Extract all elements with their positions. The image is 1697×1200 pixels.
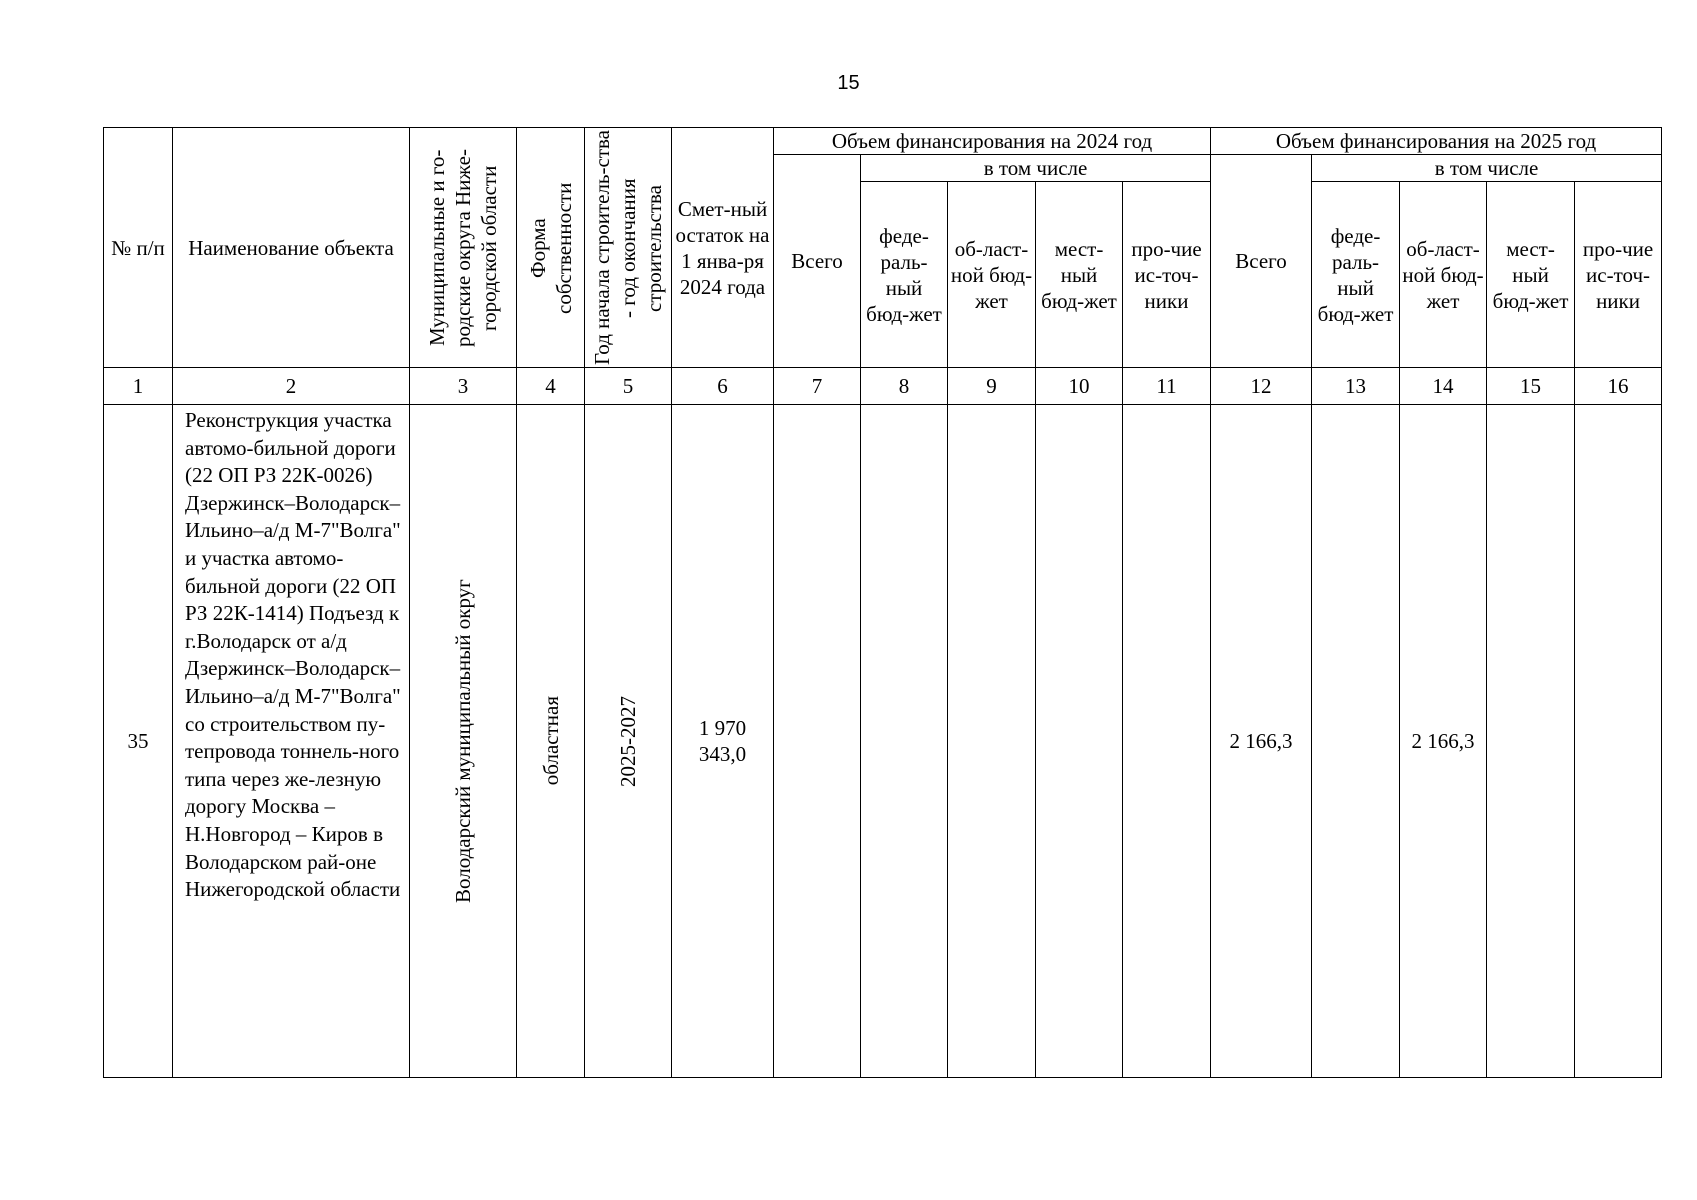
header-group-2024: Объем финансирования на 2024 год: [774, 128, 1211, 155]
ownership-cell: [517, 405, 585, 1078]
header-object-name: Наименование объекта: [173, 128, 410, 368]
header-total-2025: Всего: [1211, 155, 1312, 368]
other-2024-cell: [1123, 405, 1211, 1078]
other-2025-cell: [1575, 405, 1662, 1078]
page-number: 15: [837, 72, 860, 94]
header-district-text: Муниципальные и го-родские округа Ниже-городской области: [425, 148, 501, 347]
column-number: 9: [948, 368, 1036, 405]
header-other-2024: про-чие ис-точ-ники: [1123, 182, 1211, 368]
regional-2024-cell: [948, 405, 1036, 1078]
column-number: 6: [672, 368, 774, 405]
header-ownership: [517, 128, 585, 368]
years-text: 2025-2027: [616, 695, 640, 787]
header-group-2025: Объем финансирования на 2025 год: [1211, 128, 1662, 155]
object-name: Реконструкция участка автомо-бильной дороги (22 ОП РЗ 22К-0026) Дзержинск–Володарск–Ильино–а/д М-7"Волга" и участка автомо-бильной дороги (22 ОП РЗ 22К-1414) Подъезд к г.Володарск от а/д Дзержинск–Володарск–Ильино–а/д М-7"Волга" со строительством пу-тепровода тоннель-ного типа через же-лезную дорогу Москва – Н.Новгород – Киров в Володарском рай-оне Нижегородской области: [173, 405, 410, 1078]
column-number: 14: [1400, 368, 1487, 405]
federal-2025-cell: [1312, 405, 1400, 1078]
column-number: 12: [1211, 368, 1312, 405]
column-number: 8: [861, 368, 948, 405]
header-regional-2024: об-ласт-ной бюд-жет: [948, 182, 1036, 368]
header-balance: Смет-ный остаток на 1 янва-ря 2024 года: [672, 128, 774, 368]
column-number: 4: [517, 368, 585, 405]
column-number: 7: [774, 368, 861, 405]
column-number: 10: [1036, 368, 1123, 405]
column-number: 2: [173, 368, 410, 405]
ownership-text: областная: [538, 696, 563, 786]
district-cell: [410, 405, 517, 1078]
header-total-2024: Всего: [774, 155, 861, 368]
header-years-text: Год начала строитель-ства - год окончания строительства: [590, 130, 666, 365]
column-number: 11: [1123, 368, 1211, 405]
column-number: 15: [1487, 368, 1575, 405]
header-incl-2025: в том числе: [1312, 155, 1662, 182]
financing-table: [103, 127, 1662, 1078]
regional-2025-cell: 2 166,3: [1400, 405, 1487, 1078]
column-number: 3: [410, 368, 517, 405]
federal-2024-cell: [861, 405, 948, 1078]
column-number: 16: [1575, 368, 1662, 405]
header-regional-2025: об-ласт-ной бюд-жет: [1400, 182, 1487, 368]
header-ownership-text: Форма собственности: [525, 181, 576, 314]
row-number: 35: [104, 405, 173, 1078]
table-row: [104, 405, 1662, 1078]
header-num: № п/п: [104, 128, 173, 368]
header-district: [410, 128, 517, 368]
header-other-2025: про-чие ис-точ-ники: [1575, 182, 1662, 368]
total-2024-cell: [774, 405, 861, 1078]
balance-cell: 1 970 343,0: [672, 405, 774, 1078]
header-years: [585, 128, 672, 368]
years-cell: [585, 405, 672, 1078]
column-number: 5: [585, 368, 672, 405]
header-local-2024: мест-ный бюд-жет: [1036, 182, 1123, 368]
header-federal-2025: феде-раль-ный бюд-жет: [1312, 182, 1400, 368]
column-number: 1: [104, 368, 173, 405]
total-2025-cell: 2 166,3: [1211, 405, 1312, 1078]
district-text: Володарский муниципальный округ: [451, 579, 475, 903]
header-federal-2024: феде-раль-ный бюд-жет: [861, 182, 948, 368]
header-local-2025: мест-ный бюд-жет: [1487, 182, 1575, 368]
local-2025-cell: [1487, 405, 1575, 1078]
local-2024-cell: [1036, 405, 1123, 1078]
header-incl-2024: в том числе: [861, 155, 1211, 182]
column-number: 13: [1312, 368, 1400, 405]
